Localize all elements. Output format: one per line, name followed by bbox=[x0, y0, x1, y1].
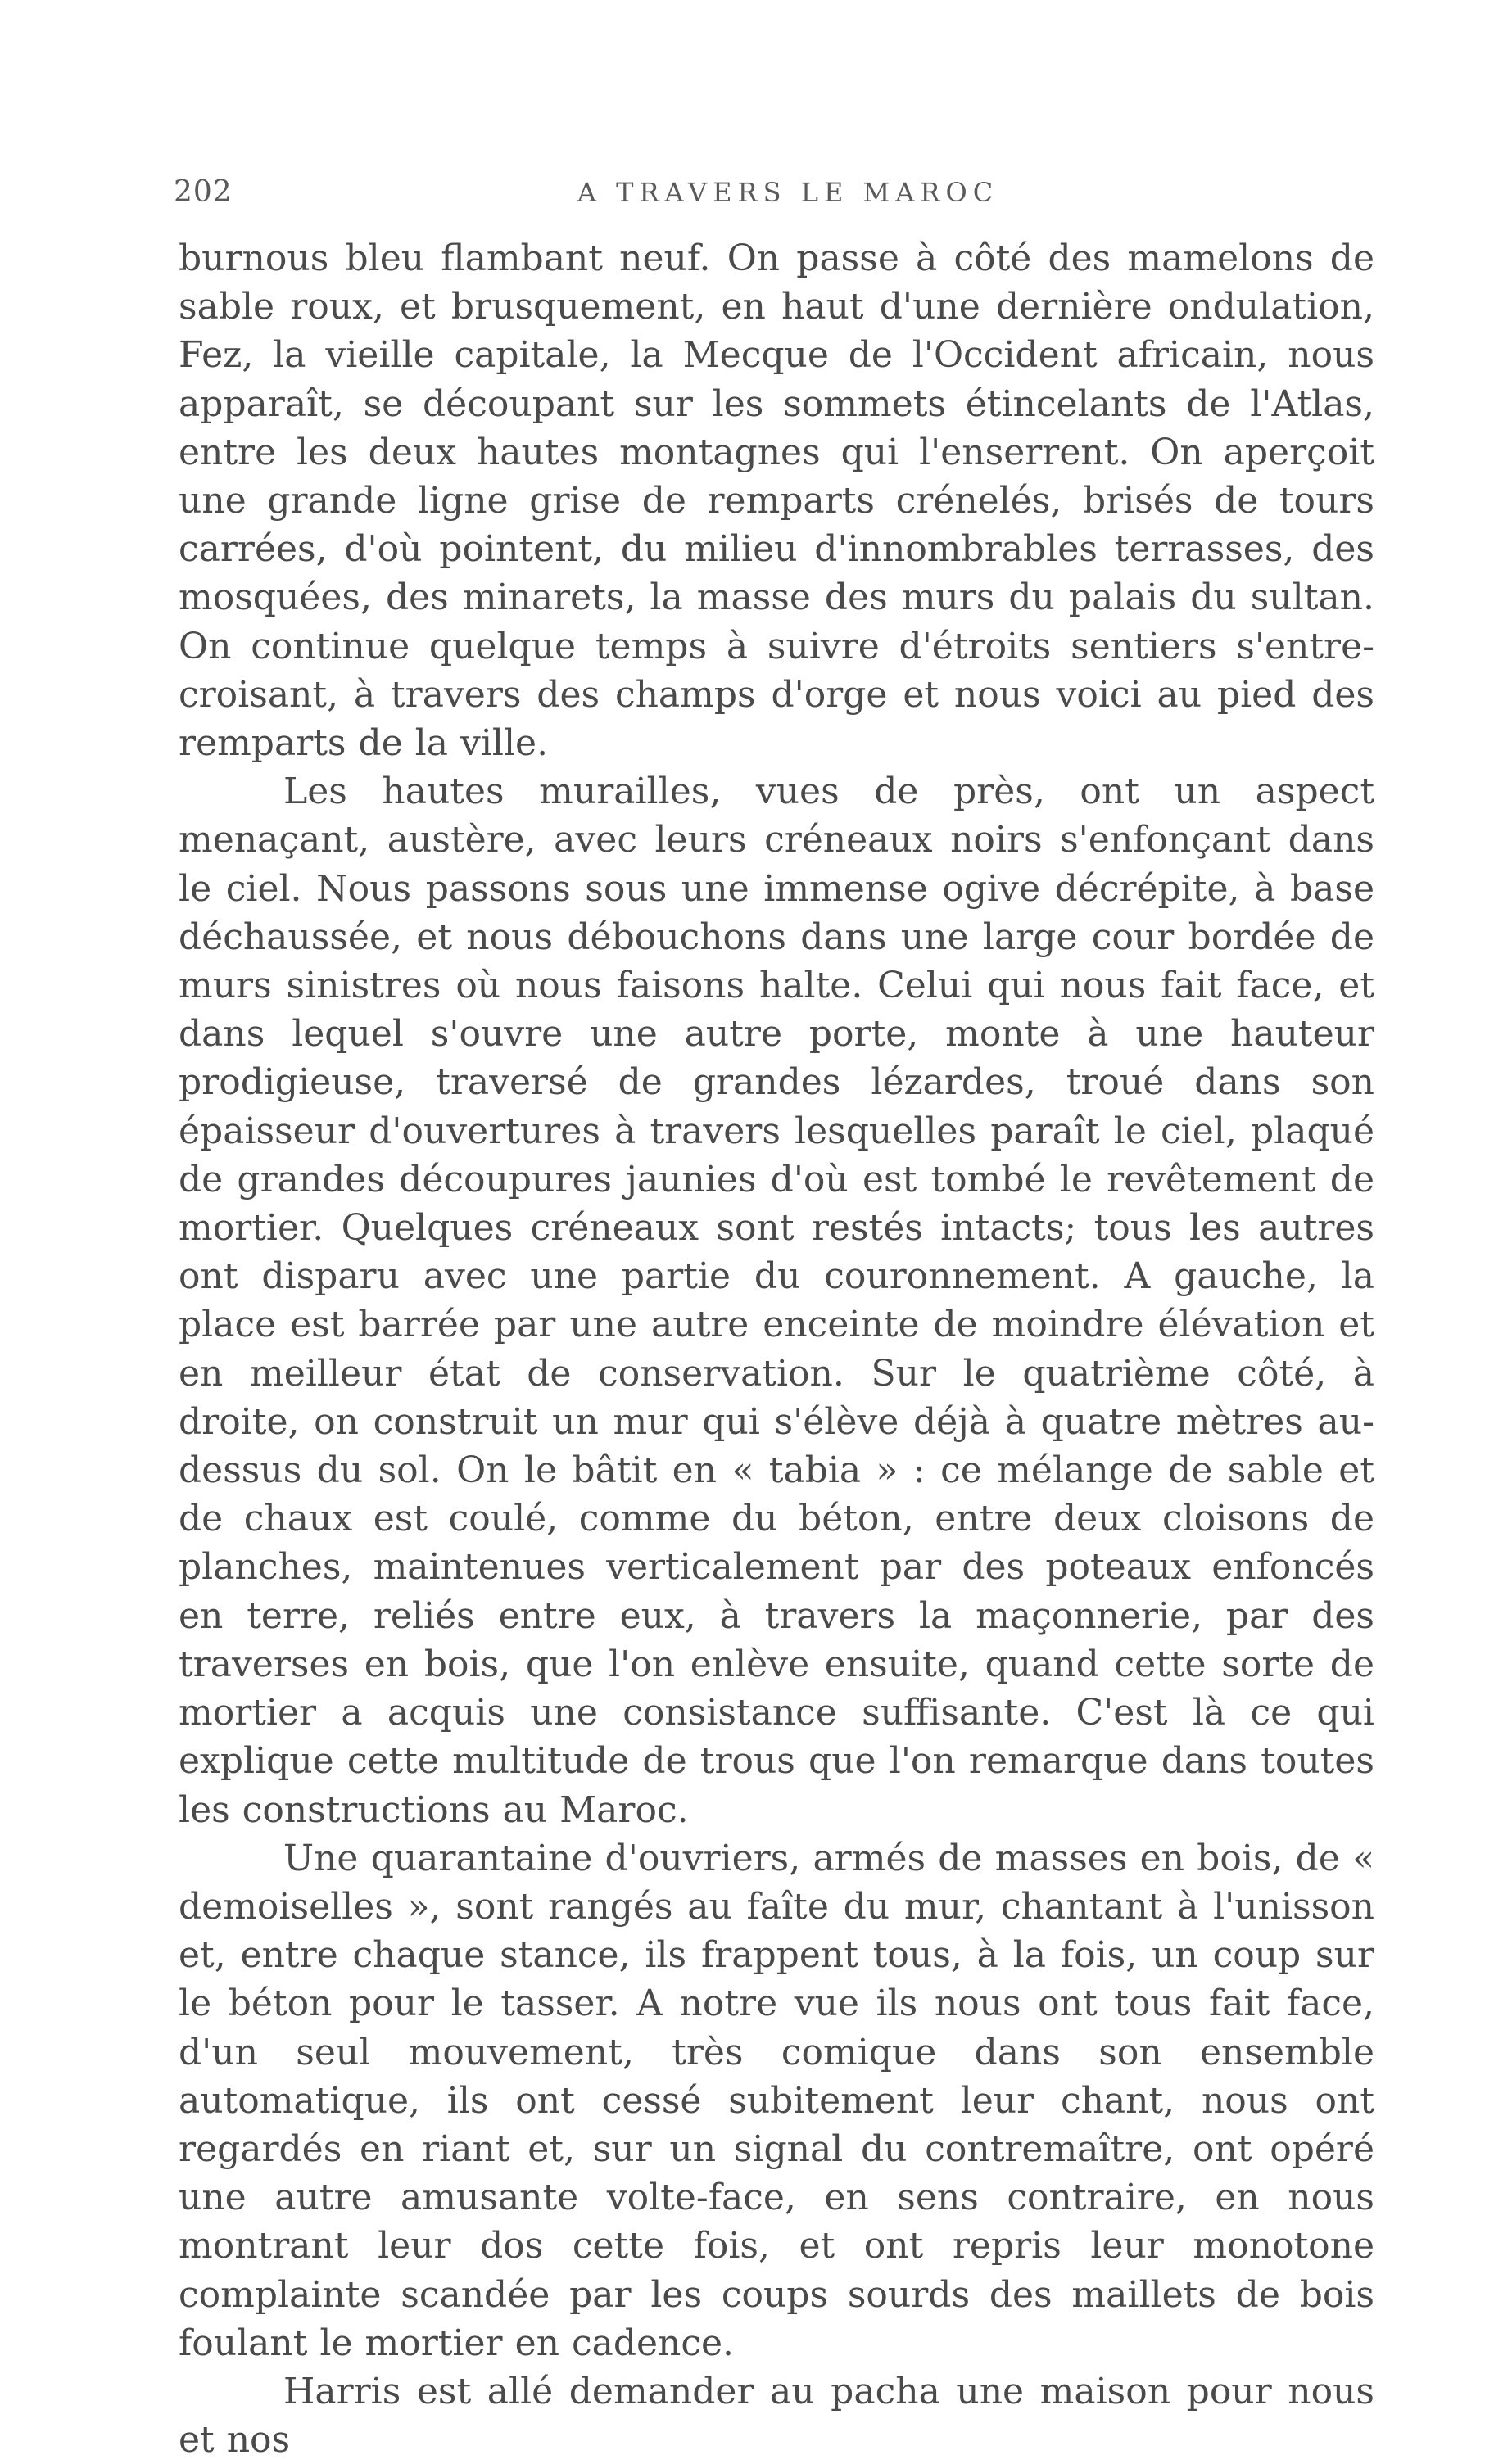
body-text bbox=[179, 234, 1374, 2464]
running-title: A TRAVERS LE MAROC bbox=[577, 177, 999, 208]
paragraph-harris: Harris est allé demander au pacha une maison pour nous et nos bbox=[179, 2370, 1374, 2462]
running-head bbox=[174, 168, 1370, 217]
paragraph-walls: Les hautes murailles, vues de près, ont un aspect menaçant, austère, avec leurs créneaux noirs s'enfonçant dans le ciel. Nous passons sous une immense ogive décrépite, à base déchaussée, et nous débouchons dans une large cour bordée de murs sinistres où nous faisons halte. Celui qui nous fait face, et dans lequel s'ouvre une autre porte, monte à une hauteur prodigieuse, traversé de grandes lézardes, troué dans son épaisseur d'ouvertures à travers lesquelles paraît le ciel, plaqué de grandes découpures jaunies d'où est tombé le revêtement de mortier. Quelques créneaux sont restés intacts; tous les autres ont disparu avec une partie du couronnement. A gauche, la place est barrée par une autre enceinte de moindre élévation et en meilleur état de conservation. Sur le quatrième côté, à droite, on construit un mur qui s'élève déjà à quatre mètres au-dessus du sol. On le bâtit en « tabia » : ce mélange de sable et de chaux est coulé, comme du béton, entre deux cloisons de planches, maintenues verticalement par des poteaux enfoncés en terre, reliés entre eux, à travers la maçonnerie, par des traverses en bois, que l'on enlève ensuite, quand cette sorte de mortier a acquis une consistance suffisante. C'est là ce qui explique cette multitude de trous que l'on remarque dans toutes les constructions au Maroc. bbox=[179, 771, 1374, 1831]
page-number: 202 bbox=[174, 175, 233, 209]
paragraph-workers: Une quarantaine d'ouvriers, armés de masses en bois, de « demoiselles », sont rangés au faîte du mur, chantant à l'unisson et, entre chaque stance, ils frappent tous, à la fois, un coup sur le béton pour le tasser. A notre vue ils nous ont tous fait face, d'un seul mouvement, très comique dans son ensemble automatique, ils ont cessé subitement leur chant, nous ont regardés en riant et, sur un signal du contremaître, ont opéré une autre amusante volte-face, en sens contraire, en nous montrant leur dos cette fois, et ont repris leur monotone complainte scandée par les coups sourds des maillets de bois foulant le mortier en cadence. bbox=[179, 1837, 1374, 2364]
paragraph-continuation: burnous bleu flambant neuf. On passe à côté des mamelons de sable roux, et brusquement, en haut d'une dernière ondulation, Fez, la vieille capitale, la Mecque de l'Occident africain, nous apparaît, se découpant sur les sommets étincelants de l'Atlas, entre les deux hautes montagnes qui l'enserrent. On aperçoit une grande ligne grise de remparts crénelés, brisés de tours carrées, d'où pointent, du milieu d'innombrables terrasses, des mosquées, des minarets, la masse des murs du palais du sultan. On continue quelque temps à suivre d'étroits sentiers s'entre-croisant, à travers des champs d'orge et nous voici au pied des remparts de la ville. bbox=[179, 237, 1374, 765]
